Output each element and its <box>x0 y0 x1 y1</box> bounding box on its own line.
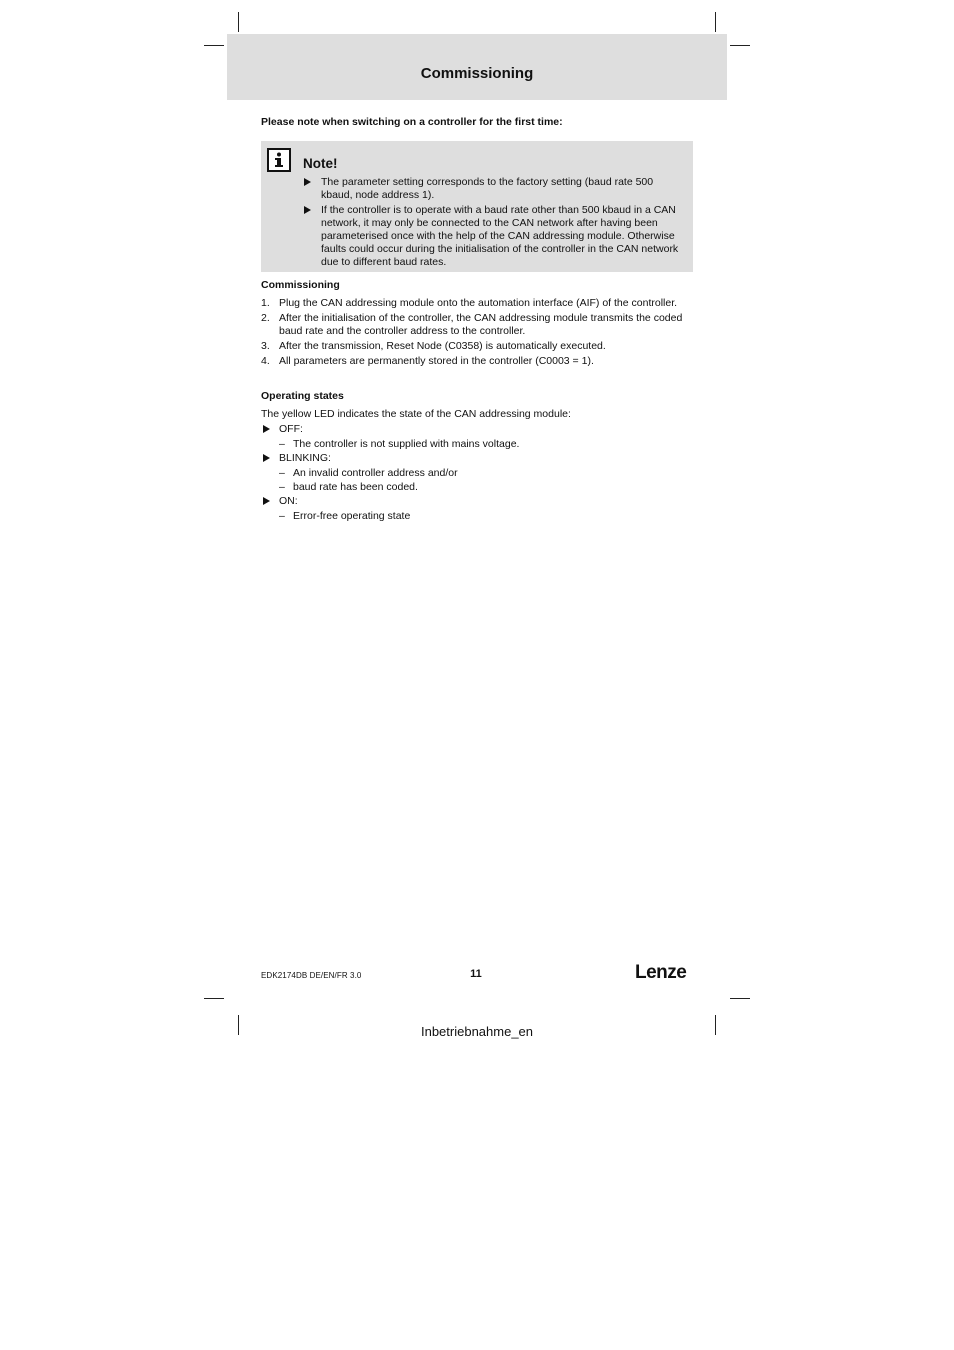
step-text: Plug the CAN addressing module onto the automation interface (AIF) of the controller. <box>279 297 678 309</box>
state-label: OFF: <box>279 423 303 435</box>
state-detail-text: baud rate has been coded. <box>293 481 418 493</box>
state-item <box>261 495 693 523</box>
info-icon <box>267 148 291 172</box>
commissioning-heading: Commissioning <box>261 279 340 291</box>
state-detail-text: The controller is not supplied with mains voltage. <box>293 438 520 450</box>
state-item <box>261 423 693 451</box>
operating-states-heading: Operating states <box>261 390 344 402</box>
crop-mark <box>730 45 750 46</box>
step-number: 3. <box>261 340 270 352</box>
state-item <box>261 452 693 494</box>
page-title: Commissioning <box>420 65 534 82</box>
state-details <box>279 466 693 494</box>
step-item <box>261 297 693 310</box>
crop-mark <box>204 45 224 46</box>
state-detail-text: Error-free operating state <box>293 510 411 522</box>
bullet-triangle-icon <box>304 178 311 186</box>
step-item <box>261 355 693 368</box>
state-details <box>279 509 693 523</box>
document-id: EDK2174DB DE/EN/FR 3.0 <box>261 971 362 980</box>
note-item <box>303 204 683 269</box>
step-number: 2. <box>261 312 270 324</box>
step-text: All parameters are permanently stored in the controller (C0003 = 1). <box>279 355 594 367</box>
state-detail: – The controller is not supplied with mains voltage. <box>279 438 520 450</box>
operating-states-list <box>261 423 693 524</box>
header-band <box>227 34 727 100</box>
commissioning-steps <box>261 297 693 370</box>
bullet-triangle-icon <box>304 206 311 214</box>
step-number: 4. <box>261 355 270 367</box>
step-number: 1. <box>261 297 270 309</box>
note-list <box>303 176 683 271</box>
note-item <box>303 176 683 202</box>
step-item <box>261 340 693 353</box>
intro-text: Please note when switching on a controller for the first time: <box>261 116 563 128</box>
note-item-text: If the controller is to operate with a baud rate other than 500 kbaud in a CAN network, it may only be connected to the CAN network after having been parameterised once with the help of the CAN addressing module. Otherwise faults could occur during the initialisation of the controller in the CAN network due to different baud rates. <box>321 204 679 268</box>
bottom-label: Inbetriebnahme_en <box>420 1024 534 1039</box>
crop-mark <box>715 12 716 32</box>
state-detail: – baud rate has been coded. <box>279 481 418 493</box>
state-label: BLINKING: <box>279 452 331 464</box>
crop-mark <box>730 998 750 999</box>
bullet-triangle-icon <box>263 454 270 462</box>
lenze-logo: Lenze <box>635 962 687 983</box>
state-detail-text: An invalid controller address and/or <box>293 467 458 479</box>
note-title: Note! <box>303 156 338 171</box>
step-text: After the transmission, Reset Node (C0358) is automatically executed. <box>279 340 606 352</box>
crop-mark <box>238 12 239 32</box>
state-details <box>279 437 693 451</box>
page-number: 11 <box>470 968 482 980</box>
note-item-text: The parameter setting corresponds to the factory setting (baud rate 500 kbaud, node address 1). <box>321 176 654 201</box>
operating-states-intro: The yellow LED indicates the state of the CAN addressing module: <box>261 408 571 420</box>
note-box <box>261 141 693 272</box>
state-detail: – An invalid controller address and/or <box>279 467 458 479</box>
state-detail: – Error-free operating state <box>279 510 411 522</box>
crop-mark <box>204 998 224 999</box>
bullet-triangle-icon <box>263 425 270 433</box>
bullet-triangle-icon <box>263 497 270 505</box>
step-item <box>261 312 693 338</box>
state-label: ON: <box>279 495 298 507</box>
step-text: After the initialisation of the controller, the CAN addressing module transmits the coded baud rate and the controller address to the controller. <box>279 312 683 337</box>
